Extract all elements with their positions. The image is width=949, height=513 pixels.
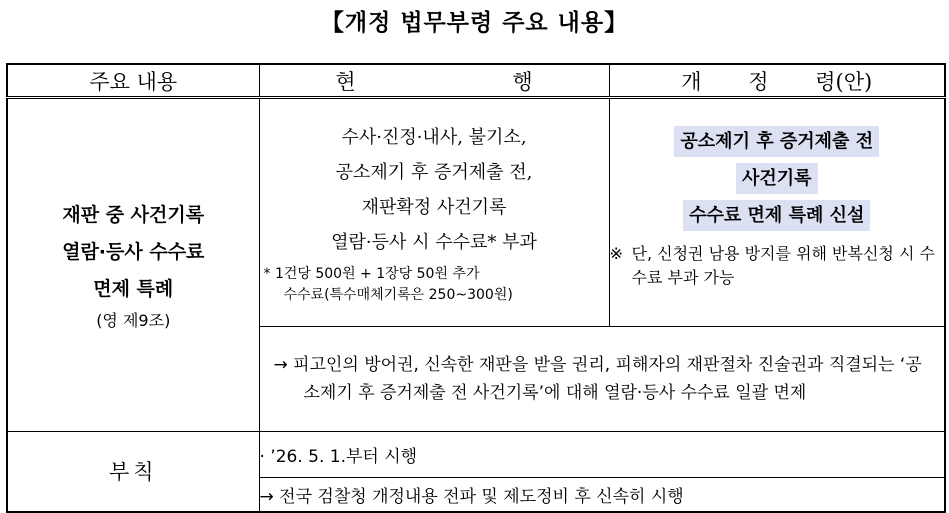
fee-note-line-2: 수수료(특수매체기록은 250~300원) — [283, 286, 513, 303]
note-text: 단, 신청권 남용 방지를 위해 반복신청 시 수수료 부과 가능 — [631, 244, 935, 287]
implementation-note: → 전국 검찰청 개정내용 전파 및 제도정비 후 신속히 시행 — [259, 478, 945, 512]
current-cell — [259, 98, 609, 327]
effect-text: → 피고인의 방어권, 신속한 재판을 받을 권리, 피해자의 재판절차 진술권과 직결되는 ‘공소제기 후 증거제출 전 사건기록’에 대해 열람·등사 수수료 일괄 면제 — [273, 355, 922, 403]
note-mark: ※ — [609, 244, 623, 263]
effect-cell — [259, 327, 945, 432]
fee-note-line-1: * 1건당 500원 + 1장당 50원 추가 — [263, 265, 480, 282]
effective-date: · ’26. 5. 1.부터 시행 — [259, 432, 945, 478]
page-title: 【개정 법무부령 주요 내용】 — [320, 10, 629, 36]
topic-article: (영 제9조) — [96, 310, 171, 330]
current-line-1: 수사·진정·내사, 불기소, — [341, 126, 527, 148]
topic-line-2: 열람·등사 수수료 — [62, 240, 205, 263]
topic-line-1: 재판 중 사건기록 — [62, 203, 205, 226]
topic-line-3: 면제 특례 — [93, 277, 174, 300]
amend-highlight-2: 사건기록 — [736, 163, 818, 194]
amendment-table — [6, 63, 946, 513]
amend-highlight-3: 수수료 면제 특례 신설 — [683, 200, 870, 231]
table-row — [7, 98, 945, 327]
current-line-2: 공소제기 후 증거제출 전, — [335, 161, 533, 183]
amend-highlight-1: 공소제기 후 증거제출 전 — [674, 126, 879, 157]
table-row — [7, 432, 945, 478]
header-topic: 주요 내용 — [7, 64, 259, 98]
current-line-3: 재판확정 사건기록 — [361, 196, 507, 218]
current-line-4: 열람·등사 시 수수료* 부과 — [331, 231, 537, 253]
addenda-label: 부칙 — [7, 432, 259, 512]
header-current: 현 행 — [259, 64, 609, 98]
header-amended: 개 정 령(안) — [609, 64, 945, 98]
topic-cell — [7, 98, 259, 432]
amended-cell — [609, 98, 945, 327]
table-header-row — [7, 64, 945, 98]
amend-note — [610, 242, 945, 290]
